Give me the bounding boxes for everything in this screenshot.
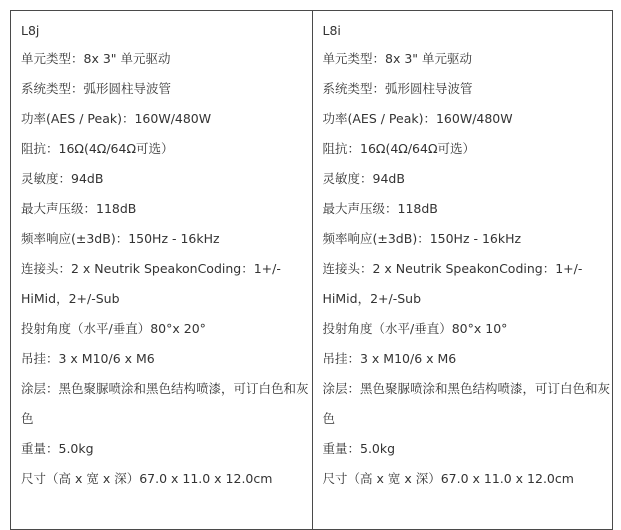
spec-line-connectors-cont: HiMid，2+/-Sub [21,291,120,306]
spec-lines [21,49,309,499]
spec-line-sensitivity: 灵敏度：94dB [322,171,405,186]
spec-line-rigging: 吊挂：3 x M10/6 x M6 [322,351,457,366]
spec-line-weight: 重量：5.0kg [322,441,396,456]
spec-line-connectors: 连接头：2 x Neutrik SpeakonCoding：1+/- [322,261,583,276]
spec-table [10,10,613,530]
spec-column-l8j [11,11,312,529]
spec-line-max-spl: 最大声压级：118dB [21,201,137,216]
model-name: L8i [322,23,341,38]
spec-line-frequency-response: 频率响应(±3dB)：150Hz - 16kHz [21,231,220,246]
spec-line-power: 功率(AES / Peak)：160W/480W [21,111,212,126]
spec-line-driver-type: 单元类型：8x 3" 单元驱动 [322,51,472,66]
spec-line-finish: 涂层：黑色聚脲喷涂和黑色结构喷漆，可订白色和灰 [21,381,309,396]
spec-line-finish-cont: 色 [322,411,336,426]
spec-line-coverage: 投射角度（水平/垂直）80°x 20° [21,321,206,336]
spec-line-connectors-cont: HiMid，2+/-Sub [322,291,422,306]
spec-line-dimensions: 尺寸（高 x 宽 x 深）67.0 x 11.0 x 12.0cm [21,471,273,486]
spec-line-finish: 涂层：黑色聚脲喷涂和黑色结构喷漆，可订白色和灰 [322,381,611,396]
spec-line-sensitivity: 灵敏度：94dB [21,171,104,186]
spec-line-weight: 重量：5.0kg [21,441,94,456]
spec-line-connectors: 连接头：2 x Neutrik SpeakonCoding：1+/- [21,261,281,276]
spec-line-finish-cont: 色 [21,411,34,426]
spec-line-coverage: 投射角度（水平/垂直）80°x 10° [322,321,508,336]
spec-line-max-spl: 最大声压级：118dB [322,201,438,216]
spec-lines [322,49,611,499]
spec-line-frequency-response: 频率响应(±3dB)：150Hz - 16kHz [322,231,522,246]
spec-line-driver-type: 单元类型：8x 3" 单元驱动 [21,51,171,66]
spec-line-system-type: 系统类型：弧形圆柱导波管 [21,81,172,96]
spec-line-impedance: 阻抗：16Ω(4Ω/64Ω可选） [322,141,476,156]
spec-line-system-type: 系统类型：弧形圆柱导波管 [322,81,473,96]
spec-column-l8i [312,11,613,529]
spec-line-power: 功率(AES / Peak)：160W/480W [322,111,513,126]
spec-line-rigging: 吊挂：3 x M10/6 x M6 [21,351,155,366]
spec-line-impedance: 阻抗：16Ω(4Ω/64Ω可选） [21,141,174,156]
model-name: L8j [21,23,40,38]
spec-line-dimensions: 尺寸（高 x 宽 x 深）67.0 x 11.0 x 12.0cm [322,471,574,486]
